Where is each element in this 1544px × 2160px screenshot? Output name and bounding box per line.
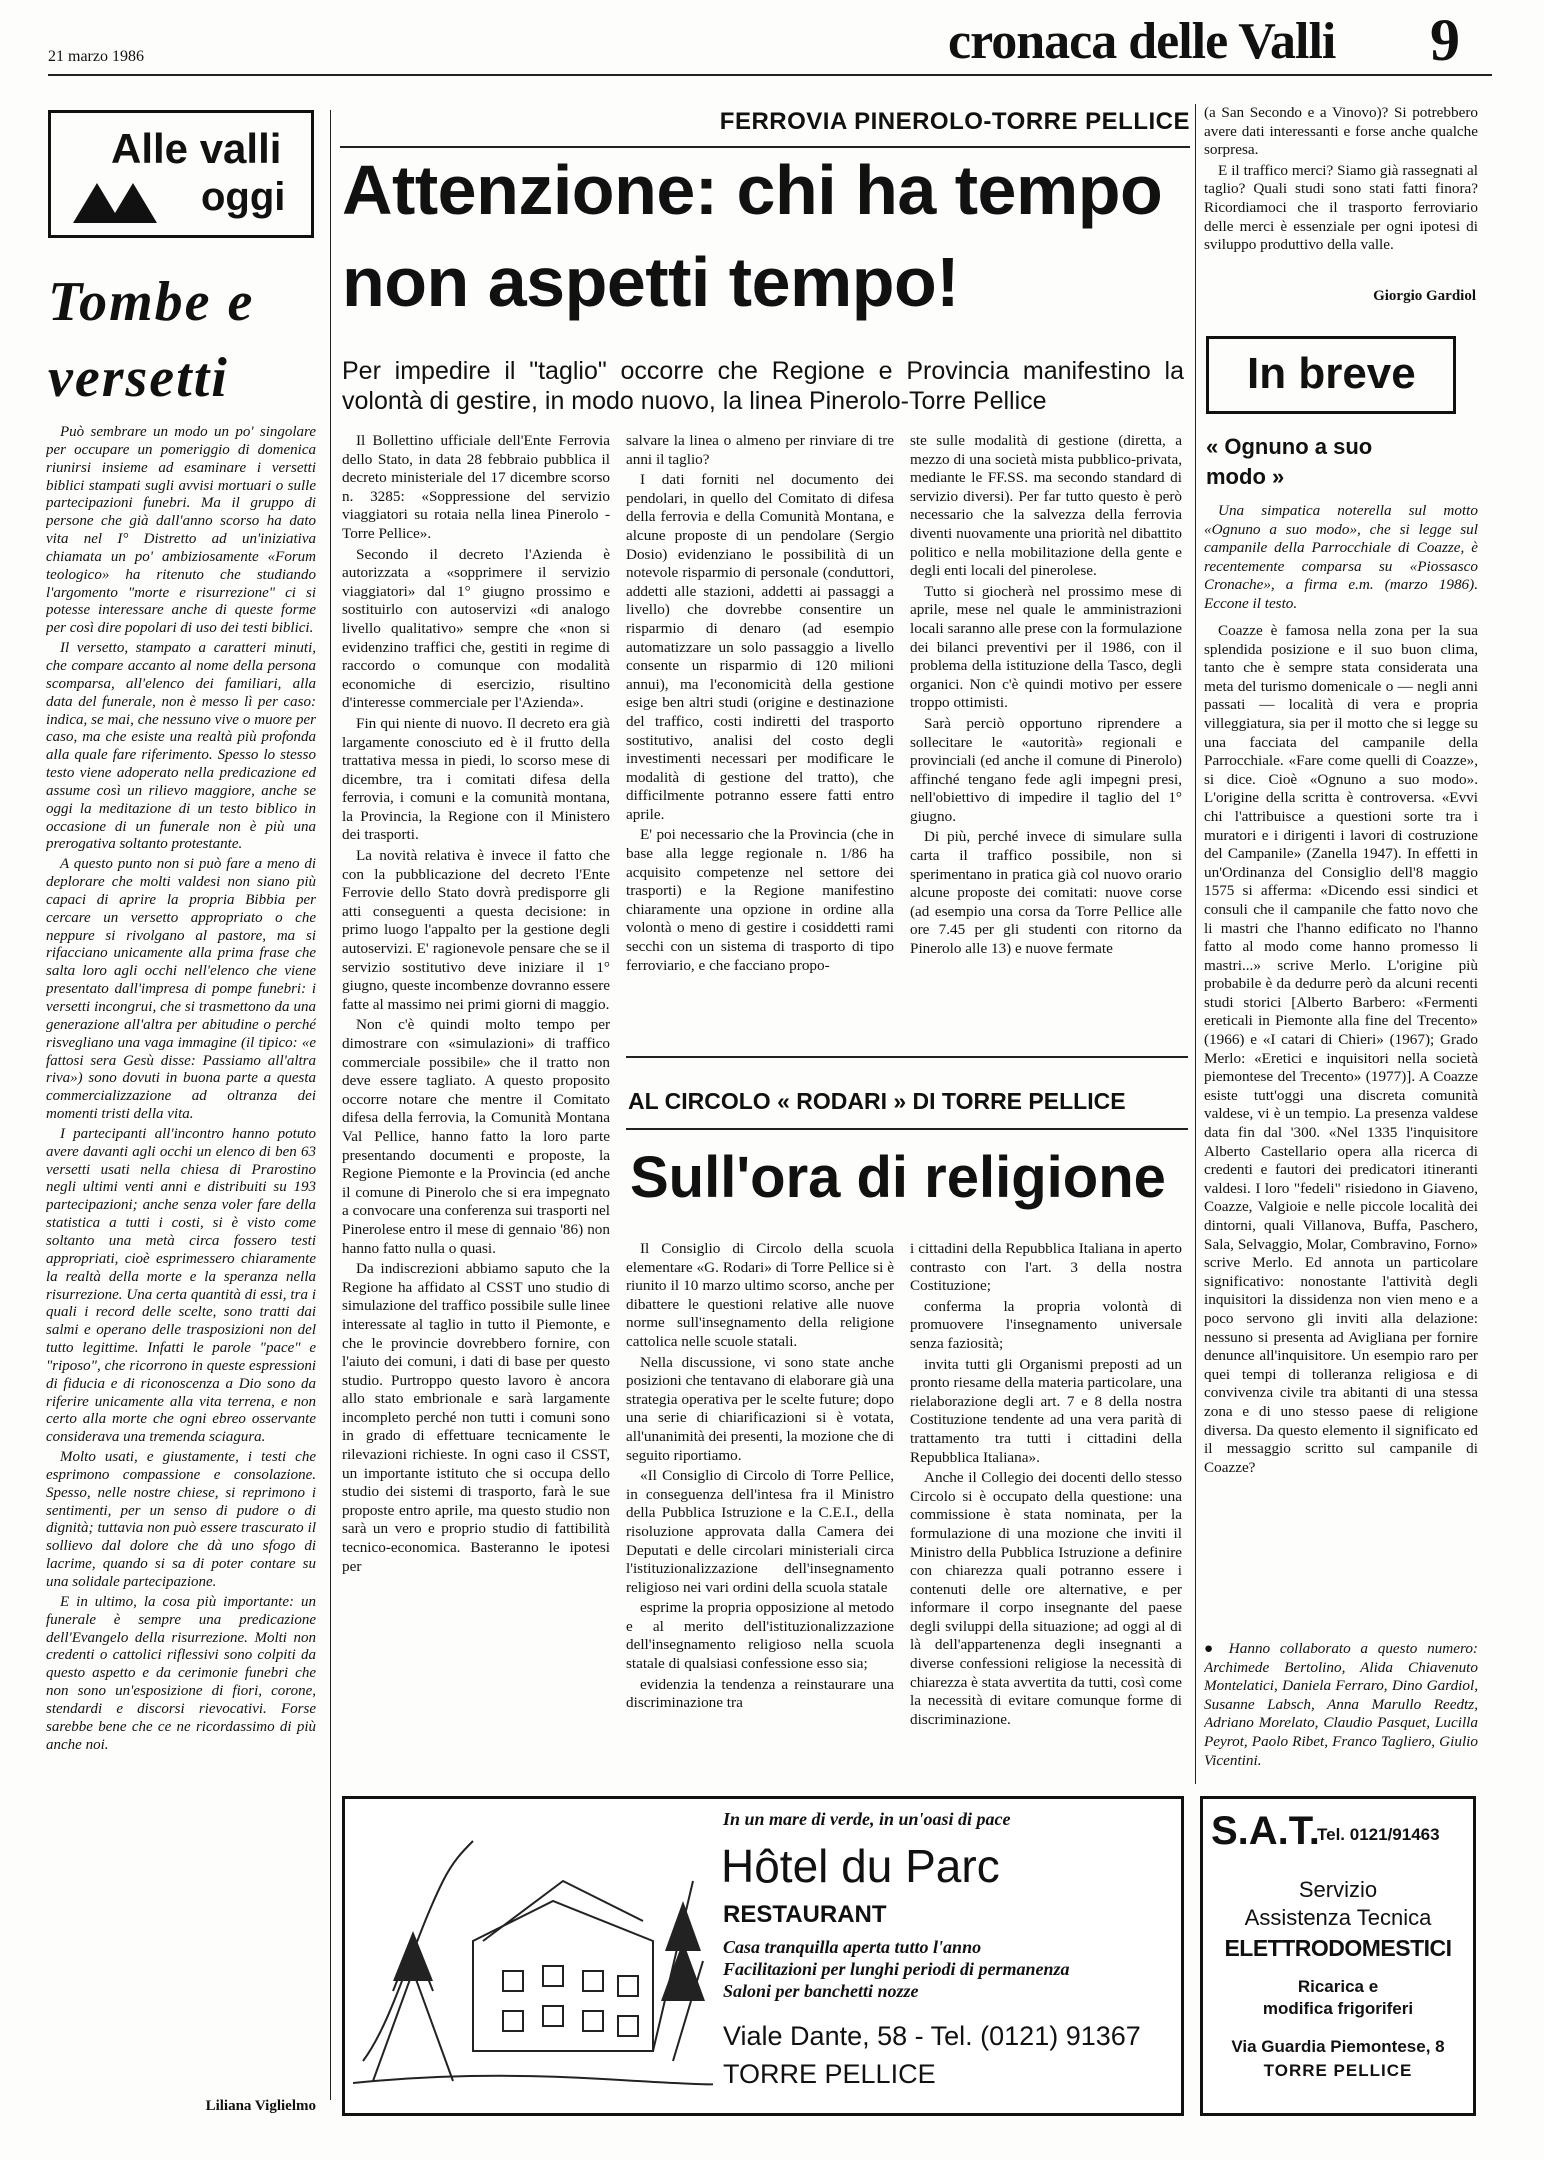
rodari-paragraph: esprime la propria opposizione al metodo e al merito dell'istituzionalizzazione dell'insegnamento religioso nella scuola statale di qualsiasi confessione esso sia; — [626, 1599, 894, 1673]
sat-line-3: ELETTRODOMESTICI — [1224, 1935, 1452, 1961]
ferrovia-paragraph: Secondo il decreto l'Azienda è autorizzata a «sopprimere il servizio viaggiatori» dal 1° giugno prossimo e sostituirlo con autoservizi «di analogo livello qualitativo» sempre che «non si evidenzino traffici che, gestiti in regime di raccordo o comunque con modalità economiche di esercizio, risultino d'interesse commerciale per l'Azienda». — [342, 545, 610, 712]
left-paragraph: E in ultimo, la cosa più importante: un funerale è sempre una predicazione dell'Evangelo della risurrezione. Molti non credenti o cattolici riflessivi sono colpiti da questo aspetto e da cerimonie funebri che non sono un'esposizione di fiori, corone, stendardi e discorsi rievocativi. Forse sarebbe bene che ce ne ricordassimo di più anche noi. — [46, 1593, 316, 1753]
in-breve-intro-text: Una simpatica noterella sul motto «Ognuno a suo modo», che si legge sul campanile della Parrocchiale di Coazze, è recentemente comparsa su «Piossasco Cronache», a firma e.m. (marzo 1986). Eccone il testo. — [1204, 502, 1478, 612]
alle-valli-line1: Alle valli — [111, 125, 282, 172]
rodari-top-rule — [626, 1056, 1188, 1058]
sat-town: TORRE PELLICE — [1263, 2061, 1413, 2080]
ferrovia-author: Giorgio Gardiol — [1373, 288, 1476, 304]
in-breve-label: In breve — [1247, 349, 1416, 398]
sat-line-5: modifica frigoriferi — [1262, 1999, 1414, 2018]
sat-line-4: Ricarica e — [1297, 1977, 1379, 1996]
ferrovia-headline-1: Attenzione: chi ha tempo — [342, 151, 1163, 229]
rodari-paragraph: Anche il Collegio dei docenti dello stesso Circolo si è occupato della questione: una commissione è stata nominata, per la formulazione di una mozione che inviti il Ministro della Pubblica Istruzione a definire con chiarezza quali potranno essere i contenuti delle ore alternative, e per informare il corpo insegnante del paese degli sviluppi della situazione; ad oggi al di là dell'appartenenza degli insegnanti a diverse confessioni religiose la necessità di chiarezza è stata avvertita da tutti, così come la necessità di evitare comunque forme di discriminazione. — [910, 1469, 1182, 1728]
ferrovia-paragraph: Tutto si giocherà nel prossimo mese di aprile, mese nel quale le amministrazioni locali saranno alle prese con la formulazione dei bilanci preventivi per il 1986, con il problema della istituzione della Tasco, degli organici. Non c'è quindi motivo per essere troppo ottimisti. — [910, 582, 1182, 712]
hotel-line-3: Saloni per banchetti nozze — [723, 1981, 919, 2001]
masthead-date: 21 marzo 1986 — [48, 48, 144, 65]
in-breve-credits-text — [1204, 1640, 1478, 1770]
left-article-title-1: Tombe e — [48, 271, 255, 333]
sat-line-2: Assistenza Tecnica — [1244, 1905, 1432, 1930]
sat-brand: S.A.T. — [1211, 1809, 1320, 1853]
hotel-ad — [342, 1796, 1184, 2116]
ferrovia-paragraph: Sarà perciò opportuno riprendere a sollecitare le «autorità» regionali e provinciali (ed anche il comune di Pinerolo) affinché tengano fede agli impegni presi, nell'obiettivo di impedire il taglio del 1° giugno. — [910, 714, 1182, 825]
hotel-line-1: Casa tranquilla aperta tutto l'anno — [723, 1937, 982, 1957]
ferrovia-kicker: FERROVIA PINEROLO-TORRE PELLICE — [719, 108, 1190, 135]
alle-valli-line2: oggi — [201, 175, 286, 219]
ferrovia-paragraph: Da indiscrezioni abbiamo saputo che la Regione ha affidato al CSST uno studio di simulazione del traffico possibile sulle linee interessate al taglio in tutto il Piemonte, e che le provincie dovrebbero fornire, con l'aiuto dei comuni, i dati di base per questo studio. Purtroppo questo lavoro è ancora allo stato embrionale e sarà largamente incompleto perché non tutti i comuni sono in grado di effettuare tecnicamente le rilevazioni richieste. In ogni caso il CSST, un importante istituto che si occupa dello studio dei sistemi di trasporto, farà le sue proposte entro aprile, ma questo studio non sarà un vero e proprio studio di fattibilità tecnico-economica. Basteranno le ipotesi per — [342, 1260, 610, 1575]
credits-text: Hanno collaborato a questo numero: Archimede Bertolino, Alida Chiavenuto Montelatici, Daniela Ferraro, Dino Gardiol, Susanne Labsch, Anna Marullo Reedtz, Adriano Morelato, Claudio Pasquet, Lucilla Peyrot, Paolo Ribet, Franco Tagliero, Giulio Vicentini. — [1204, 1640, 1478, 1769]
hotel-tagline: In un mare di verde, in un'oasi di pace — [723, 1809, 1011, 1829]
rodari-paragraph: evidenzia la tendenza a reinstaurare una discriminazione tra — [626, 1675, 894, 1712]
in-breve-credits — [1204, 1640, 1478, 1790]
hotel-address: Viale Dante, 58 - Tel. (0121) 91367 — [723, 2021, 1141, 2051]
rodari-kicker-rule — [626, 1128, 1188, 1130]
rodari-kicker: AL CIRCOLO « RODARI » DI TORRE PELLICE — [628, 1088, 1126, 1114]
ferrovia-paragraph: I dati forniti nel documento dei pendolari, in quello del Comitato di difesa della ferrovia e della Comunità Montana, e alcune proposte di un pendolare (Sergio Dosio) evidenziano le possibilità di un notevole risparmio di personale (conduttori, addetti alle stazioni, addetti ai passaggi a livello) che dovrebbe consentire un risparmio di denaro (ad esempio automatizzare un solo passaggio a livello consente un risparmio di 120 milioni annui), ma l'economicità della gestione esige ben altri studi (origine e destinazione del traffico, costi indiretti del trasporto sostitutivo, analisi del costo degli investimenti necessari per modificare le modalità di gestione del tratto), che difficilmente potranno essere fatti entro aprile. — [626, 471, 894, 823]
in-breve-intro — [1204, 502, 1478, 622]
left-article-title-2: versetti — [48, 347, 229, 409]
rodari-paragraph: conferma la propria volontà di promuovere l'insegnamento universale senza faziosità; — [910, 1297, 1182, 1352]
sat-ad — [1200, 1796, 1476, 2116]
ferrovia-paragraph: (a San Secondo e a Vinovo)? Si potrebbero avere dati interessanti e forse anche qualche sorpresa. — [1204, 104, 1478, 159]
hotel-name: Hôtel du Parc — [721, 1840, 1000, 1892]
ferrovia-paragraph: salvare la linea o almeno per rinviare di tre anni il taglio? — [626, 432, 894, 468]
mountains-icon — [73, 179, 165, 223]
ferrovia-paragraph: Non c'è quindi molto tempo per dimostrare con «simulazioni» di traffico commerciale possibile» che il tratto non deve essere tagliato. A questo proposito occorre notare che mentre il Comitato difesa della ferrovia, la Comunità Montana Val Pellice, hanno fatto la loro parte presentando documenti e proposte, la Regione Piemonte e la Provincia (ed anche il comune di Pinerolo che si era impegnato a convocare una conferenza sui trasporti nel Pinerolese entro il mese di gennaio '86) non hanno fatto nulla o quasi. — [342, 1016, 610, 1257]
left-paragraph: Il versetto, stampato a caratteri minuti, che compare accanto al nome della persona scomparsa, all'elenco dei familiari, alla data del funerale, non è messo lì per caso: indica, se mai, che nessuno vive o muore per caso, ma che esiste una realtà più profonda alla quale fare riferimento. Spesso lo stesso testo viene adoperato nella predicazione ed assume così un rilievo maggiore, anche se oggi la meditazione di un testo biblico in occasione di un funerale non è più una prerogativa soltanto protestante. — [46, 640, 316, 853]
sat-phone: Tel. 0121/91463 — [1317, 1825, 1440, 1844]
hotel-building-illustration — [353, 1821, 713, 2101]
column-rule-right — [1195, 104, 1196, 1784]
left-paragraph: Può sembrare un modo un po' singolare per occupare un pomeriggio di domenica riunirsi insieme ad esaminare i versetti biblici stampati sugli avvisi mortuari o sulle partecipazioni funebri. Ma il gruppo di persone che già dall'anno scorso ha dato vita nel I° Distretto ad un'iniziativa chiamata un po' ambiziosamente «Forum teologico» ha ritenuto che studiando l'argomento "morte e risurrezione" ci si potesse interessare anche di queste forme per così dire popolari di uso dei testi biblici. — [46, 424, 316, 637]
sat-line-1: Servizio — [1298, 1877, 1378, 1902]
sat-address: Via Guardia Piemontese, 8 — [1231, 2037, 1445, 2056]
rodari-paragraph: «Il Consiglio di Circolo di Torre Pellice, in conseguenza dell'intesa fra il Ministro della Pubblica Istruzione e la C.E.I., della risoluzione approvata dalla Camera dei Deputati e delle circolari ministeriali circa l'istituzionalizzazione dell'insegnamento religioso nei vari ordini della scuola statale — [626, 1467, 894, 1596]
left-paragraph: I partecipanti all'incontro hanno potuto avere davanti agli occhi un elenco di ben 63 versetti usati nella chiesa di Prarostino negli ultimi venti anni e distribuiti su 193 partecipazioni; anche senza voler fare della statistica a tutti i costi, si è visto come soltanto una metà circa fossero testi appropriati, cioè esprimessero chiaramente la realtà della morte e la speranza nella risurrezione. Una certa quantità di essi, tra i quali i record delle scelte, sono tratti dai salmi e operano delle trasposizioni non del tutto legittime. Infatti le parole "pace" e "riposo", che ricorrono in queste espressioni di fiducia e di riconoscenza a Dio sono da riferire unicamente alla vita terrena, e non certo alla morte che ogni ebreo osservante considerava una tremenda sciagura. — [46, 1125, 316, 1446]
masthead-section: cronaca delle Valli — [948, 13, 1336, 70]
ferrovia-paragraph: ste sulle modalità di gestione (diretta, a mezzo di una società mista pubblico-privata, mediante le FF.SS. ma secondo standard di servizio diversi). Per far tutto questo è però necessario che la salvezza della ferrovia diventi nuovamente una priorità nel dibattito politico e nella mobilitazione della gente e degli enti locali del pinerolese. — [910, 432, 1182, 580]
ferrovia-headline-2: non aspetti tempo! — [342, 243, 960, 321]
in-breve-body — [1204, 622, 1478, 1622]
hotel-restaurant: RESTAURANT — [723, 1901, 887, 1928]
rodari-paragraph: invita tutti gli Organismi preposti ad un pronto riesame della materia particolare, una rielaborazione degli art. 7 e 8 della nostra Costituzione tendente ad una vera parità di trattamento tra tutti i cittadini della Repubblica Italiana». — [910, 1355, 1182, 1466]
alle-valli-box — [48, 110, 314, 238]
ferrovia-col-3 — [910, 432, 1182, 1052]
hotel-line-2: Facilitazioni per lunghi periodi di permanenza — [723, 1959, 1070, 1979]
rodari-paragraph: Nella discussione, vi sono state anche posizioni che tentavano di elaborare già una strategia operativa per le scelte future; dopo una serie di chiarificazioni si è votata, all'unanimità dei presenti, la mozione che di seguito riportiamo. — [626, 1353, 894, 1464]
in-breve-paragraph: Coazze è famosa nella zona per la sua splendida posizione e il suo buon clima, tanto che è sempre stata considerata una meta del turismo domenicale o — negli anni passati — località di vera e propria villeggiatura, sia per il motto che si legge su una facciata del campanile della Parrocchiale. «Fare come quelli di Coazze», si dice. Cioè «Ognuno a suo modo». L'origine della scritta è controversa. «Evvi chi l'attribuisce a questioni sorte tra i muratori e i dirigenti i lavori di costruzione del Campanile» (Zanella 1947). In effetti in un'Ordinanza del Consiglio dell'8 maggio 1575 si afferma: «Dicendo essi sindici et consuli che il campanile che fatto novo che li mastri che l'hanno edificato no l'hanno fatto al modo come hanno promesso li mastri...» scrive Merlo. L'origine più probabile è da dedurre però da alcuni recenti studi storici [Alberto Barbero: «Fermenti ereticali in Piemonte alla fine del Trecento» (1966) e «I catari di Chieri» (1967); Grado Merlo: «Eretici e inquisitori nella società piemontese del Trecento» (1977)]. A Coazze esiste tutt'oggi una discreta comunità valdese, vi è un tempio. La presenza valdese data fin dal '300. «Nel 1335 l'inquisitore Alberto Castellario opera alla ricerca di credenti e fautori dei predicatori itineranti valdesi. I loro "fedeli" risiedono in Giaveno, Coazze, Valgioie e nelle piccole località dei dintorni, quali Villanova, Buffa, Paschero, Sala, Selvaggio, Molar, Combravino, Forno» scrive Merlo. Ed annota un particolare significativo: nonostante l'attività degli inquisitori la dissidenza non vien meno e a poco servono gli inviti alla delazione: nessuno si presenta ad Avigliana per fornire denunce all'inquisitore. Un esempio raro per quei tempi di tolleranza religiosa e di convivenza civile tra abitanti di una stessa zona e di uno stesso paese di religione diversa. Da questo elemento il significato ed il messaggio scritto sul campanile di Coazze? — [1204, 622, 1478, 1476]
left-paragraph: Molto usati, e giustamente, i testi che esprimono compassione e consolazione. Spesso, nelle nostre chiese, si reprimono i sentimenti, per un senso di pudore o di dignità; tuttavia non può essere trascurato il sollievo dal dolore che dà uno sfogo di lacrime, quando si sa di poter contare su una solidale partecipazione. — [46, 1449, 316, 1590]
ferrovia-paragraph: E il traffico merci? Siamo già rassegnati al taglio? Quali studi sono stati fatti finora? Ricordiamoci che il trasporto ferroviario delle merci è essenziale per ogni ipotesi di sviluppo produttivo della valle. — [1204, 161, 1478, 254]
ferrovia-col-1 — [342, 432, 610, 1732]
in-breve-box — [1206, 336, 1456, 414]
ferrovia-paragraph: Il Bollettino ufficiale dell'Ente Ferrovia dello Stato, in data 28 febbraio pubblica il decreto ministeriale del 17 dicembre scorso n. 3285: «Soppressione del servizio viaggiatori su rotaia nella linea Pinerolo - Torre Pellice». — [342, 432, 610, 542]
ferrovia-paragraph: Di più, perché invece di simulare sulla carta il traffico possibile, non si sperimentano in pratica già col nuovo orario alcune proposte dei comitati: nuove corse (ad esempio una corsa da Torre Pellice alle ore 7.45 per gli studenti con ritorno da Pinerolo alle 13) e nuove fermate — [910, 828, 1182, 958]
ferrovia-col-2 — [626, 432, 894, 1052]
ferrovia-subhead: Per impedire il "taglio" occorre che Regione e Provincia manifestino la volontà di gestire, in modo nuovo, la linea Pinerolo-Torre Pellice — [342, 357, 1184, 415]
column-rule-left — [330, 110, 331, 2100]
bullet-icon: ● — [1204, 1640, 1229, 1657]
left-paragraph: A questo punto non si può fare a meno di deplorare che molti valdesi non siano più capaci di aprire la propria Bibbia per cercare un versetto appropriato o che neppure si rivolgano al pastore, ma si rifacciano unicamente alla prima frase che salta loro agli occhi nell'elenco che viene presentato dall'impresa di pompe funebri: i versetti incongrui, che si trasmettono da una generazione all'altra per abitudine o perché risvegliano una vaga immagine (il tipico: «e fattosi sera Gesù disse: Passiamo all'altra riva») sono dovuti in buona parte a questa commercializzazione ad oltranza dei momenti tristi della vita. — [46, 856, 316, 1123]
ferrovia-col-4 — [1204, 104, 1478, 282]
rodari-col-2 — [910, 1240, 1182, 1785]
in-breve-title: « Ognuno a suo modo » — [1206, 434, 1373, 489]
ferrovia-paragraph: La novità relativa è invece il fatto che con la pubblicazione del decreto l'Ente Ferrovie dello Stato dovrà predisporre gli atti conseguenti a questa decisione: in primo luogo l'appalto per la gestione degli autoservizi. E' ragionevole pensare che se il servizio sostitutivo deve iniziare il 1° giugno, queste incombenze dovranno essere fatte al massimo nei primi giorni di maggio. — [342, 847, 610, 1013]
masthead-rule — [48, 74, 1492, 76]
rodari-paragraph: Il Consiglio di Circolo della scuola elementare «G. Rodari» di Torre Pellice si è riunito il 10 marzo ultimo scorso, anche per dibattere le questioni relative alle nuove norme sull'insegnamento della religione cattolica nelle scuole statali. — [626, 1240, 894, 1350]
rodari-col-1 — [626, 1240, 894, 1785]
ferrovia-kicker-rule — [340, 146, 1190, 148]
ferrovia-paragraph: Fin qui niente di nuovo. Il decreto era già largamente conosciuto ed è il frutto della trattativa messa in piedi, lo scorso mese di dicembre, tra i comitati difesa della ferrovia, i comuni e la comunità montana, la Provincia, la Regione con il Ministero dei trasporti. — [342, 714, 610, 844]
rodari-headline: Sull'ora di religione — [630, 1145, 1166, 1210]
rodari-paragraph: i cittadini della Repubblica Italiana in aperto contrasto con l'art. 3 della nostra Costituzione; — [910, 1240, 1182, 1295]
left-article-author: Liliana Viglielmo — [205, 2098, 316, 2114]
hotel-town: TORRE PELLICE — [723, 2059, 936, 2089]
ferrovia-paragraph: E' poi necessario che la Provincia (che in base alla legge regionale n. 1/86 ha acquisito competenze nel settore dei trasporti) e la Regione manifestino chiaramente una opzione in ordine alla volontà o meno di gestire i cosiddetti rami secchi con un sistema di trasporto di tipo ferroviario, e che facciano propo- — [626, 826, 894, 974]
left-article-body — [46, 424, 316, 2084]
page-number: 9 — [1430, 7, 1460, 73]
